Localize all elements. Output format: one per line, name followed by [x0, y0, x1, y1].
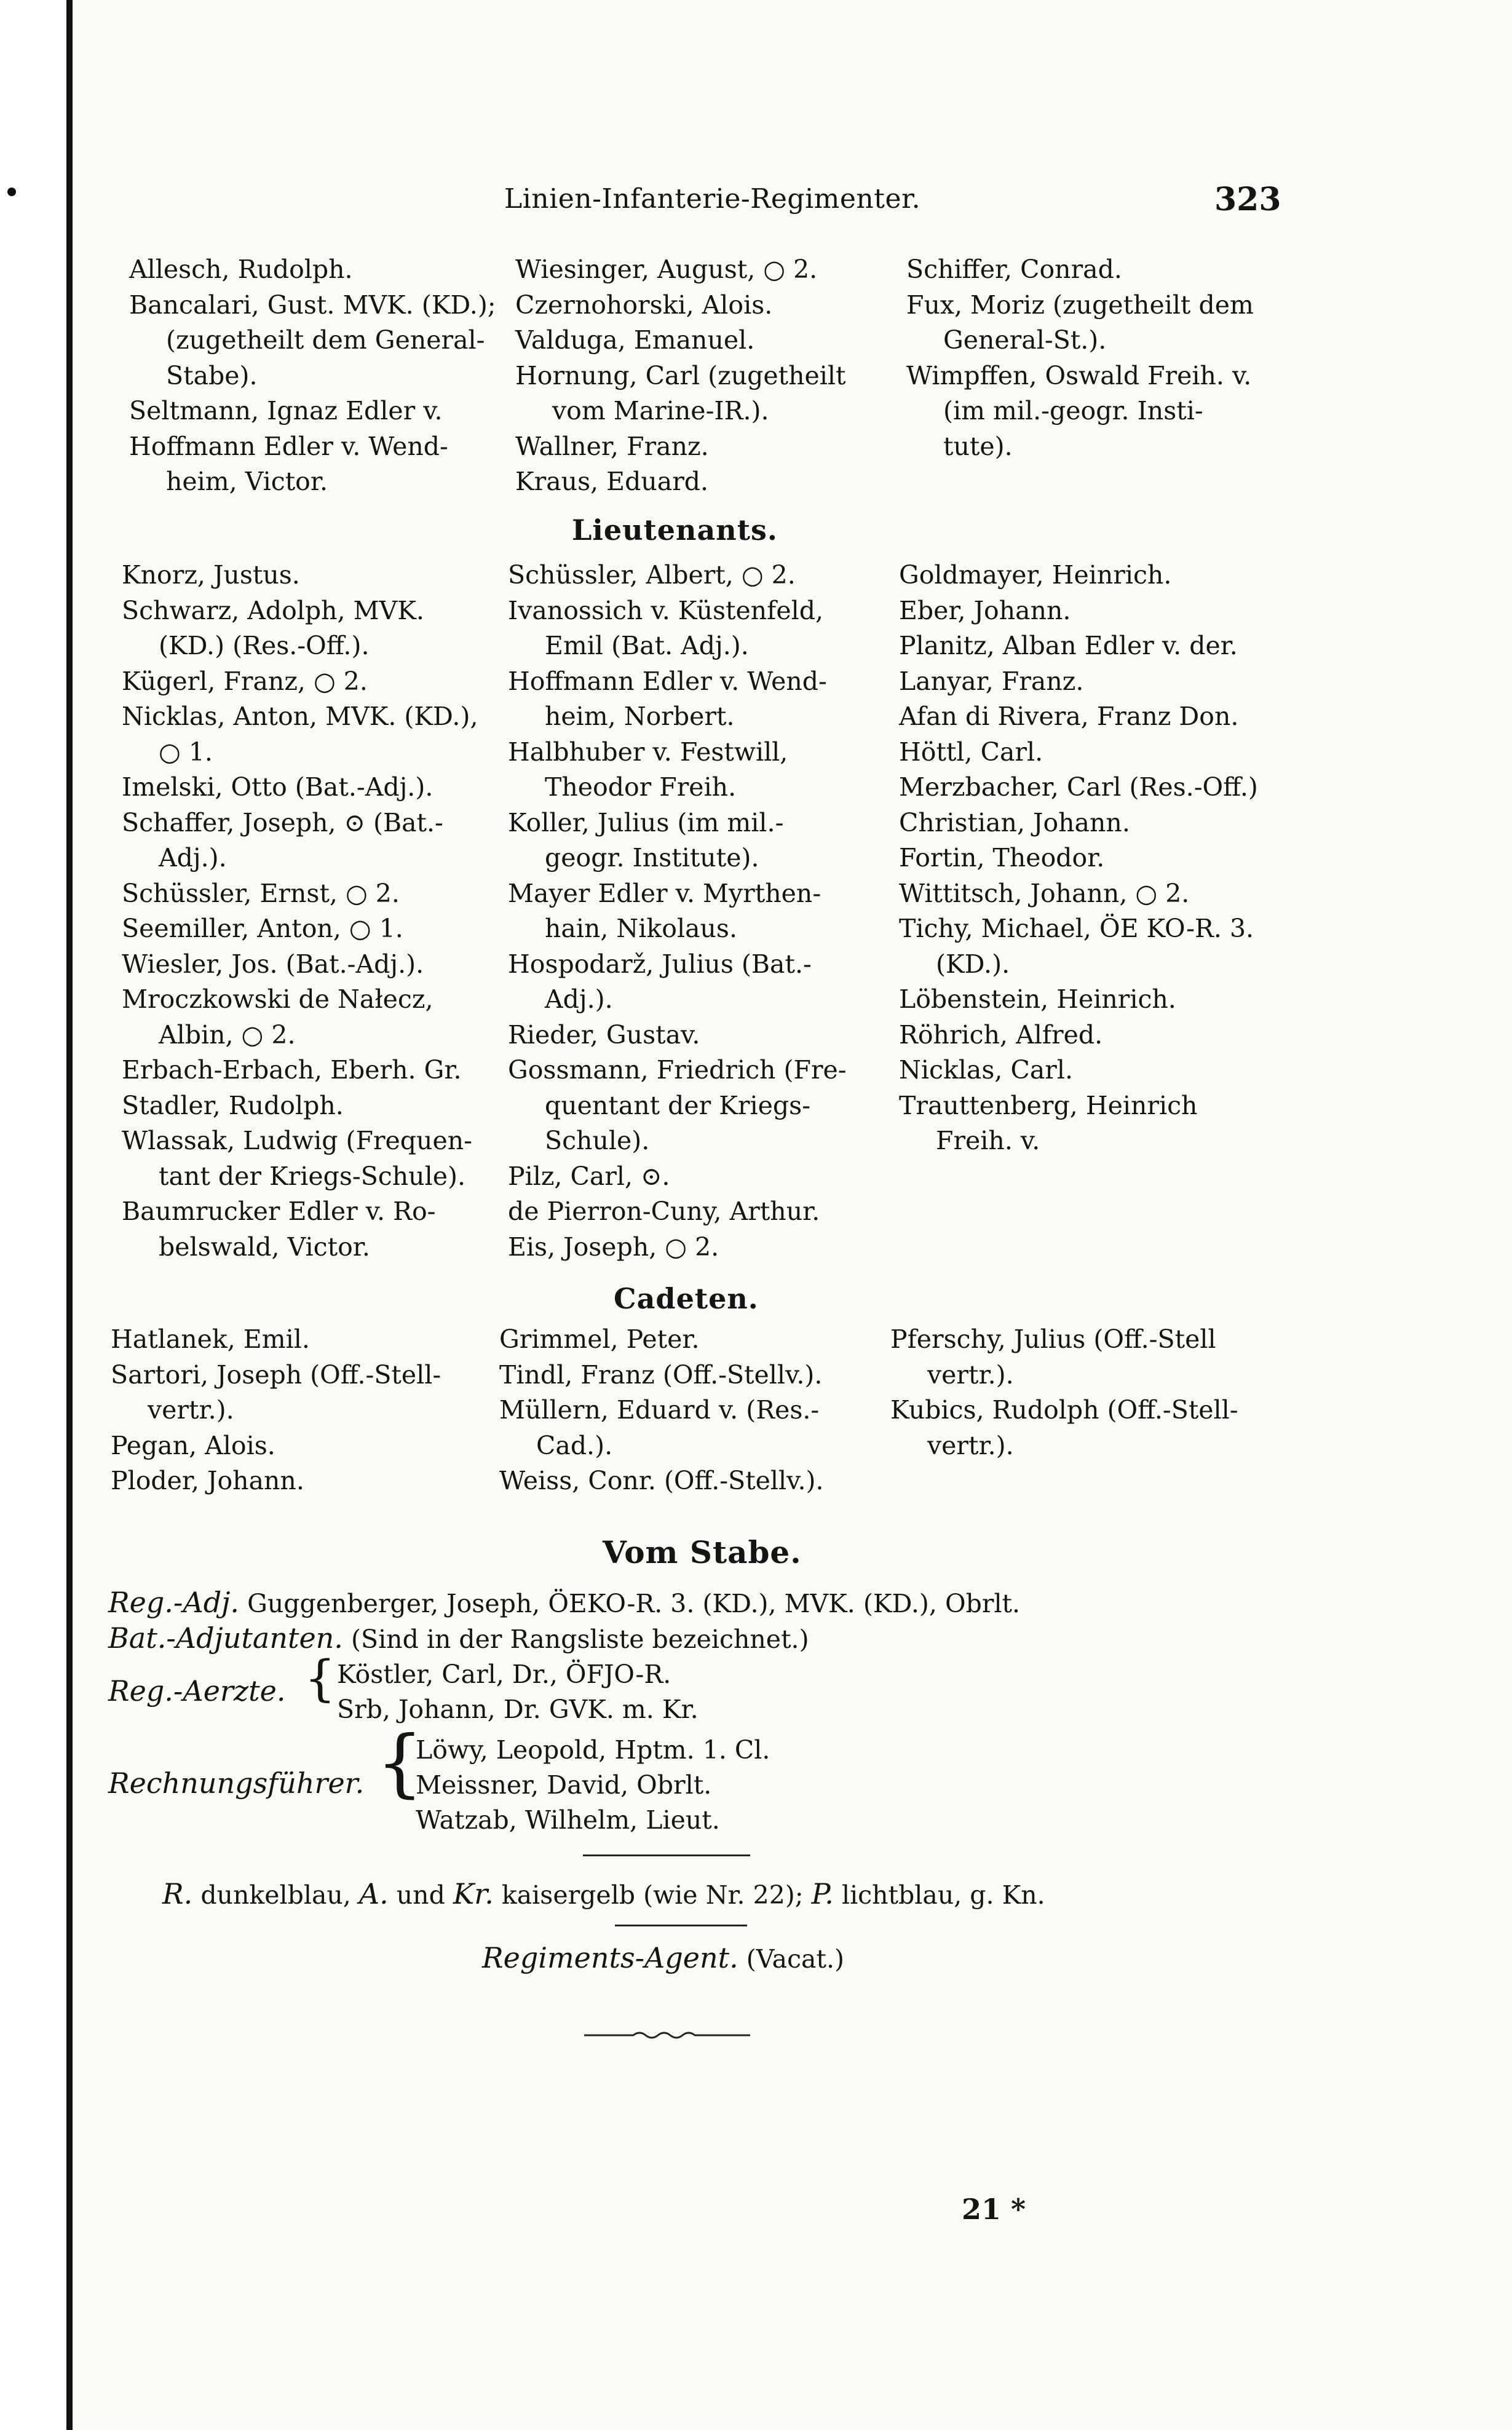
entry: Nicklas, Anton, MVK. (KD.), — [122, 702, 478, 731]
entry: vertr.). — [927, 1430, 1014, 1460]
lieutenants-col3 — [899, 558, 1258, 1159]
entry: Meissner, David, Obrlt. — [416, 1770, 712, 1800]
entry: (im mil.-geogr. Insti- — [943, 396, 1203, 425]
cadets-heading: Cadeten. — [614, 1282, 759, 1315]
page-number: 323 — [1214, 181, 1281, 218]
reg-adj-row — [108, 1585, 1020, 1621]
entry: Wiesler, Jos. (Bat.-Adj.). — [122, 949, 424, 979]
entry: Koller, Julius (im mil.- — [508, 807, 784, 837]
entry: Hospodarž, Julius (Bat.- — [508, 949, 812, 979]
brace-rechnung: { — [376, 1720, 424, 1806]
brace-aerzte: { — [304, 1650, 336, 1707]
entry: Christian, Johann. — [899, 807, 1130, 837]
entry: Cad.). — [536, 1430, 613, 1460]
entry: Allesch, Rudolph. — [129, 255, 353, 284]
entry: Fux, Moriz (zugetheilt dem — [906, 290, 1254, 320]
entry: ○ 1. — [159, 737, 213, 767]
entry: Planitz, Alban Edler v. der. — [899, 631, 1238, 660]
entry: Schaffer, Joseph, ⊙ (Bat.- — [122, 807, 443, 837]
entry: Kraus, Eduard. — [515, 467, 709, 496]
entry: Watzab, Wilhelm, Lieut. — [416, 1805, 720, 1835]
bat-adj-label: Bat.-Adjutanten. — [108, 1621, 343, 1655]
entry: Bancalari, Gust. MVK. (KD.); — [129, 290, 496, 320]
rechnung-list — [416, 1733, 770, 1838]
rechnung-label: Rechnungsführer. — [108, 1767, 365, 1800]
entry: Pegan, Alois. — [111, 1430, 275, 1460]
entry: (KD.) (Res.-Off.). — [159, 631, 370, 660]
entry: Schule). — [545, 1126, 650, 1155]
lieutenants-col1 — [122, 558, 478, 1265]
entry: Baumrucker Edler v. Ro- — [122, 1197, 436, 1226]
entry: Löwy, Leopold, Hptm. 1. Cl. — [416, 1735, 770, 1765]
entry: Mayer Edler v. Myrthen- — [508, 878, 821, 908]
entry: Knorz, Justus. — [122, 560, 300, 590]
divider-rule — [583, 1854, 750, 1856]
entry: Wallner, Franz. — [515, 431, 709, 461]
entry: Theodor Freih. — [545, 772, 737, 802]
entry: Schiffer, Conrad. — [906, 255, 1122, 284]
entry: Sartori, Joseph (Off.-Stell- — [111, 1359, 441, 1390]
entry: Eber, Johann. — [899, 595, 1071, 625]
entry: Wittitsch, Johann, ○ 2. — [899, 878, 1190, 908]
entry: Kubics, Rudolph (Off.-Stell- — [890, 1395, 1238, 1425]
entry: Srb, Johann, Dr. GVK. m. Kr. — [337, 1695, 699, 1724]
entry: Stabe). — [166, 360, 258, 390]
block1-col3 — [906, 252, 1254, 464]
entry: Löbenstein, Heinrich. — [899, 984, 1176, 1014]
entry: Halbhuber v. Festwill, — [508, 737, 788, 767]
entry: Röhrich, Alfred. — [899, 1019, 1103, 1050]
block1-col1 — [129, 252, 496, 500]
entry: vom Marine-IR.). — [552, 396, 769, 425]
entry: Pferschy, Julius (Off.-Stell — [890, 1324, 1216, 1354]
entry: General-St.). — [943, 325, 1107, 355]
entry: Seltmann, Ignaz Edler v. — [129, 396, 443, 425]
entry: vertr.). — [148, 1395, 234, 1425]
entry: belswald, Victor. — [159, 1232, 370, 1262]
entry: Höttl, Carl. — [899, 737, 1043, 767]
entry: Hoffmann Edler v. Wend- — [129, 431, 448, 461]
divider-rule-2 — [615, 1925, 747, 1926]
binding-margin — [0, 0, 69, 2430]
entry: heim, Norbert. — [545, 702, 735, 731]
entry: Schwarz, Adolph, MVK. — [122, 595, 424, 625]
entry: tant der Kriegs-Schule). — [159, 1161, 465, 1191]
binding-edge — [66, 0, 73, 2430]
entry: Erbach-Erbach, Eberh. Gr. — [122, 1055, 462, 1085]
entry: Weiss, Conr. (Off.-Stellv.). — [499, 1466, 824, 1495]
ornament-squiggle — [584, 2029, 750, 2041]
uniform-line — [162, 1877, 1045, 1913]
entry: Fortin, Theodor. — [899, 843, 1105, 873]
entry: Schüssler, Ernst, ○ 2. — [122, 878, 400, 908]
entry: Köstler, Carl, Dr., ÖFJO-R. — [337, 1660, 671, 1689]
agent-label: Regiments-Agent. — [482, 1941, 738, 1974]
uniform-p-label: P. — [811, 1877, 834, 1910]
entry: Rieder, Gustav. — [508, 1019, 700, 1050]
entry: Hatlanek, Emil. — [111, 1324, 310, 1354]
entry: Freih. v. — [936, 1126, 1040, 1155]
uniform-und: und — [396, 1880, 445, 1910]
entry: Albin, ○ 2. — [159, 1019, 296, 1050]
entry: (zugetheilt dem General- — [166, 325, 485, 355]
bat-adj-text: (Sind in der Rangsliste bezeichnet.) — [350, 1625, 809, 1654]
entry: Tindl, Franz (Off.-Stellv.). — [499, 1359, 823, 1390]
agent-text: (Vacat.) — [746, 1944, 844, 1974]
entry: Stadler, Rudolph. — [122, 1090, 344, 1120]
entry: Adj.). — [159, 843, 227, 873]
entry: Lanyar, Franz. — [899, 666, 1084, 696]
entry: quentant der Kriegs- — [545, 1090, 811, 1120]
uniform-kr-text: kaisergelb (wie Nr. 22); — [501, 1880, 804, 1910]
entry: Nicklas, Carl. — [899, 1055, 1074, 1085]
entry: Hornung, Carl (zugetheilt — [515, 360, 846, 390]
entry: vertr.). — [927, 1359, 1014, 1390]
entry: Imelski, Otto (Bat.-Adj.). — [122, 772, 433, 802]
cadets-col2 — [499, 1322, 824, 1499]
lieutenants-col2 — [508, 558, 847, 1265]
entry: Afan di Rivera, Franz Don. — [899, 702, 1239, 731]
reg-adj-text: Guggenberger, Joseph, ÖEKO-R. 3. (KD.), MVK. (KD.), Obrlt. — [247, 1589, 1021, 1618]
entry: de Pierron-Cuny, Arthur. — [508, 1197, 820, 1226]
entry: heim, Victor. — [166, 467, 328, 496]
entry: Pilz, Carl, ⊙. — [508, 1161, 670, 1191]
entry: Eis, Joseph, ○ 2. — [508, 1232, 719, 1262]
entry: Wiesinger, August, ○ 2. — [515, 255, 818, 284]
entry: Goldmayer, Heinrich. — [899, 560, 1172, 590]
uniform-p-text: lichtblau, g. Kn. — [841, 1880, 1045, 1910]
reg-adj-label: Reg.-Adj. — [108, 1586, 240, 1619]
entry: Seemiller, Anton, ○ 1. — [122, 914, 403, 943]
entry: Ivanossich v. Küstenfeld, — [508, 595, 824, 625]
uniform-kr-label: Kr. — [453, 1877, 494, 1910]
staff-heading: Vom Stabe. — [603, 1534, 802, 1570]
entry: Wlassak, Ludwig (Frequen- — [122, 1126, 472, 1155]
entry: Adj.). — [545, 984, 613, 1014]
bat-adj-row — [108, 1621, 809, 1657]
margin-dot — [7, 188, 16, 196]
uniform-a-label: A. — [358, 1877, 389, 1910]
entry: Czernohorski, Alois. — [515, 290, 773, 320]
entry: geogr. Institute). — [545, 843, 759, 873]
signature-mark: 21 * — [962, 2193, 1026, 2226]
entry: Trauttenberg, Heinrich — [899, 1090, 1198, 1120]
entry: hain, Nikolaus. — [545, 914, 737, 943]
entry: Ploder, Johann. — [111, 1466, 304, 1495]
entry: tute). — [943, 431, 1013, 461]
entry: (KD.). — [936, 949, 1010, 979]
aerzte-label: Reg.-Aerzte. — [108, 1674, 286, 1708]
entry: Wimpffen, Oswald Freih. v. — [906, 360, 1252, 390]
entry: Gossmann, Friedrich (Fre- — [508, 1055, 847, 1085]
entry: Müllern, Eduard v. (Res.- — [499, 1395, 820, 1425]
cadets-col1 — [111, 1322, 441, 1499]
entry: Mroczkowski de Nałecz, — [122, 984, 433, 1014]
block1-col2 — [515, 252, 845, 500]
uniform-r-text: dunkelblau, — [200, 1880, 351, 1910]
lieutenants-heading: Lieutenants. — [572, 513, 778, 547]
uniform-r-label: R. — [162, 1877, 193, 1910]
entry: Kügerl, Franz, ○ 2. — [122, 666, 368, 696]
agent-line — [482, 1941, 844, 1977]
running-title: Linien-Infanterie-Regimenter. — [504, 183, 921, 215]
entry: Valduga, Emanuel. — [515, 325, 755, 355]
aerzte-list — [337, 1657, 699, 1727]
entry: Schüssler, Albert, ○ 2. — [508, 560, 796, 590]
entry: Tichy, Michael, ÖE KO-R. 3. — [899, 914, 1254, 943]
entry: Emil (Bat. Adj.). — [545, 631, 749, 660]
entry: Hoffmann Edler v. Wend- — [508, 666, 827, 696]
entry: Grimmel, Peter. — [499, 1324, 700, 1354]
entry: Merzbacher, Carl (Res.-Off.) — [899, 772, 1258, 802]
cadets-col3 — [890, 1322, 1238, 1463]
